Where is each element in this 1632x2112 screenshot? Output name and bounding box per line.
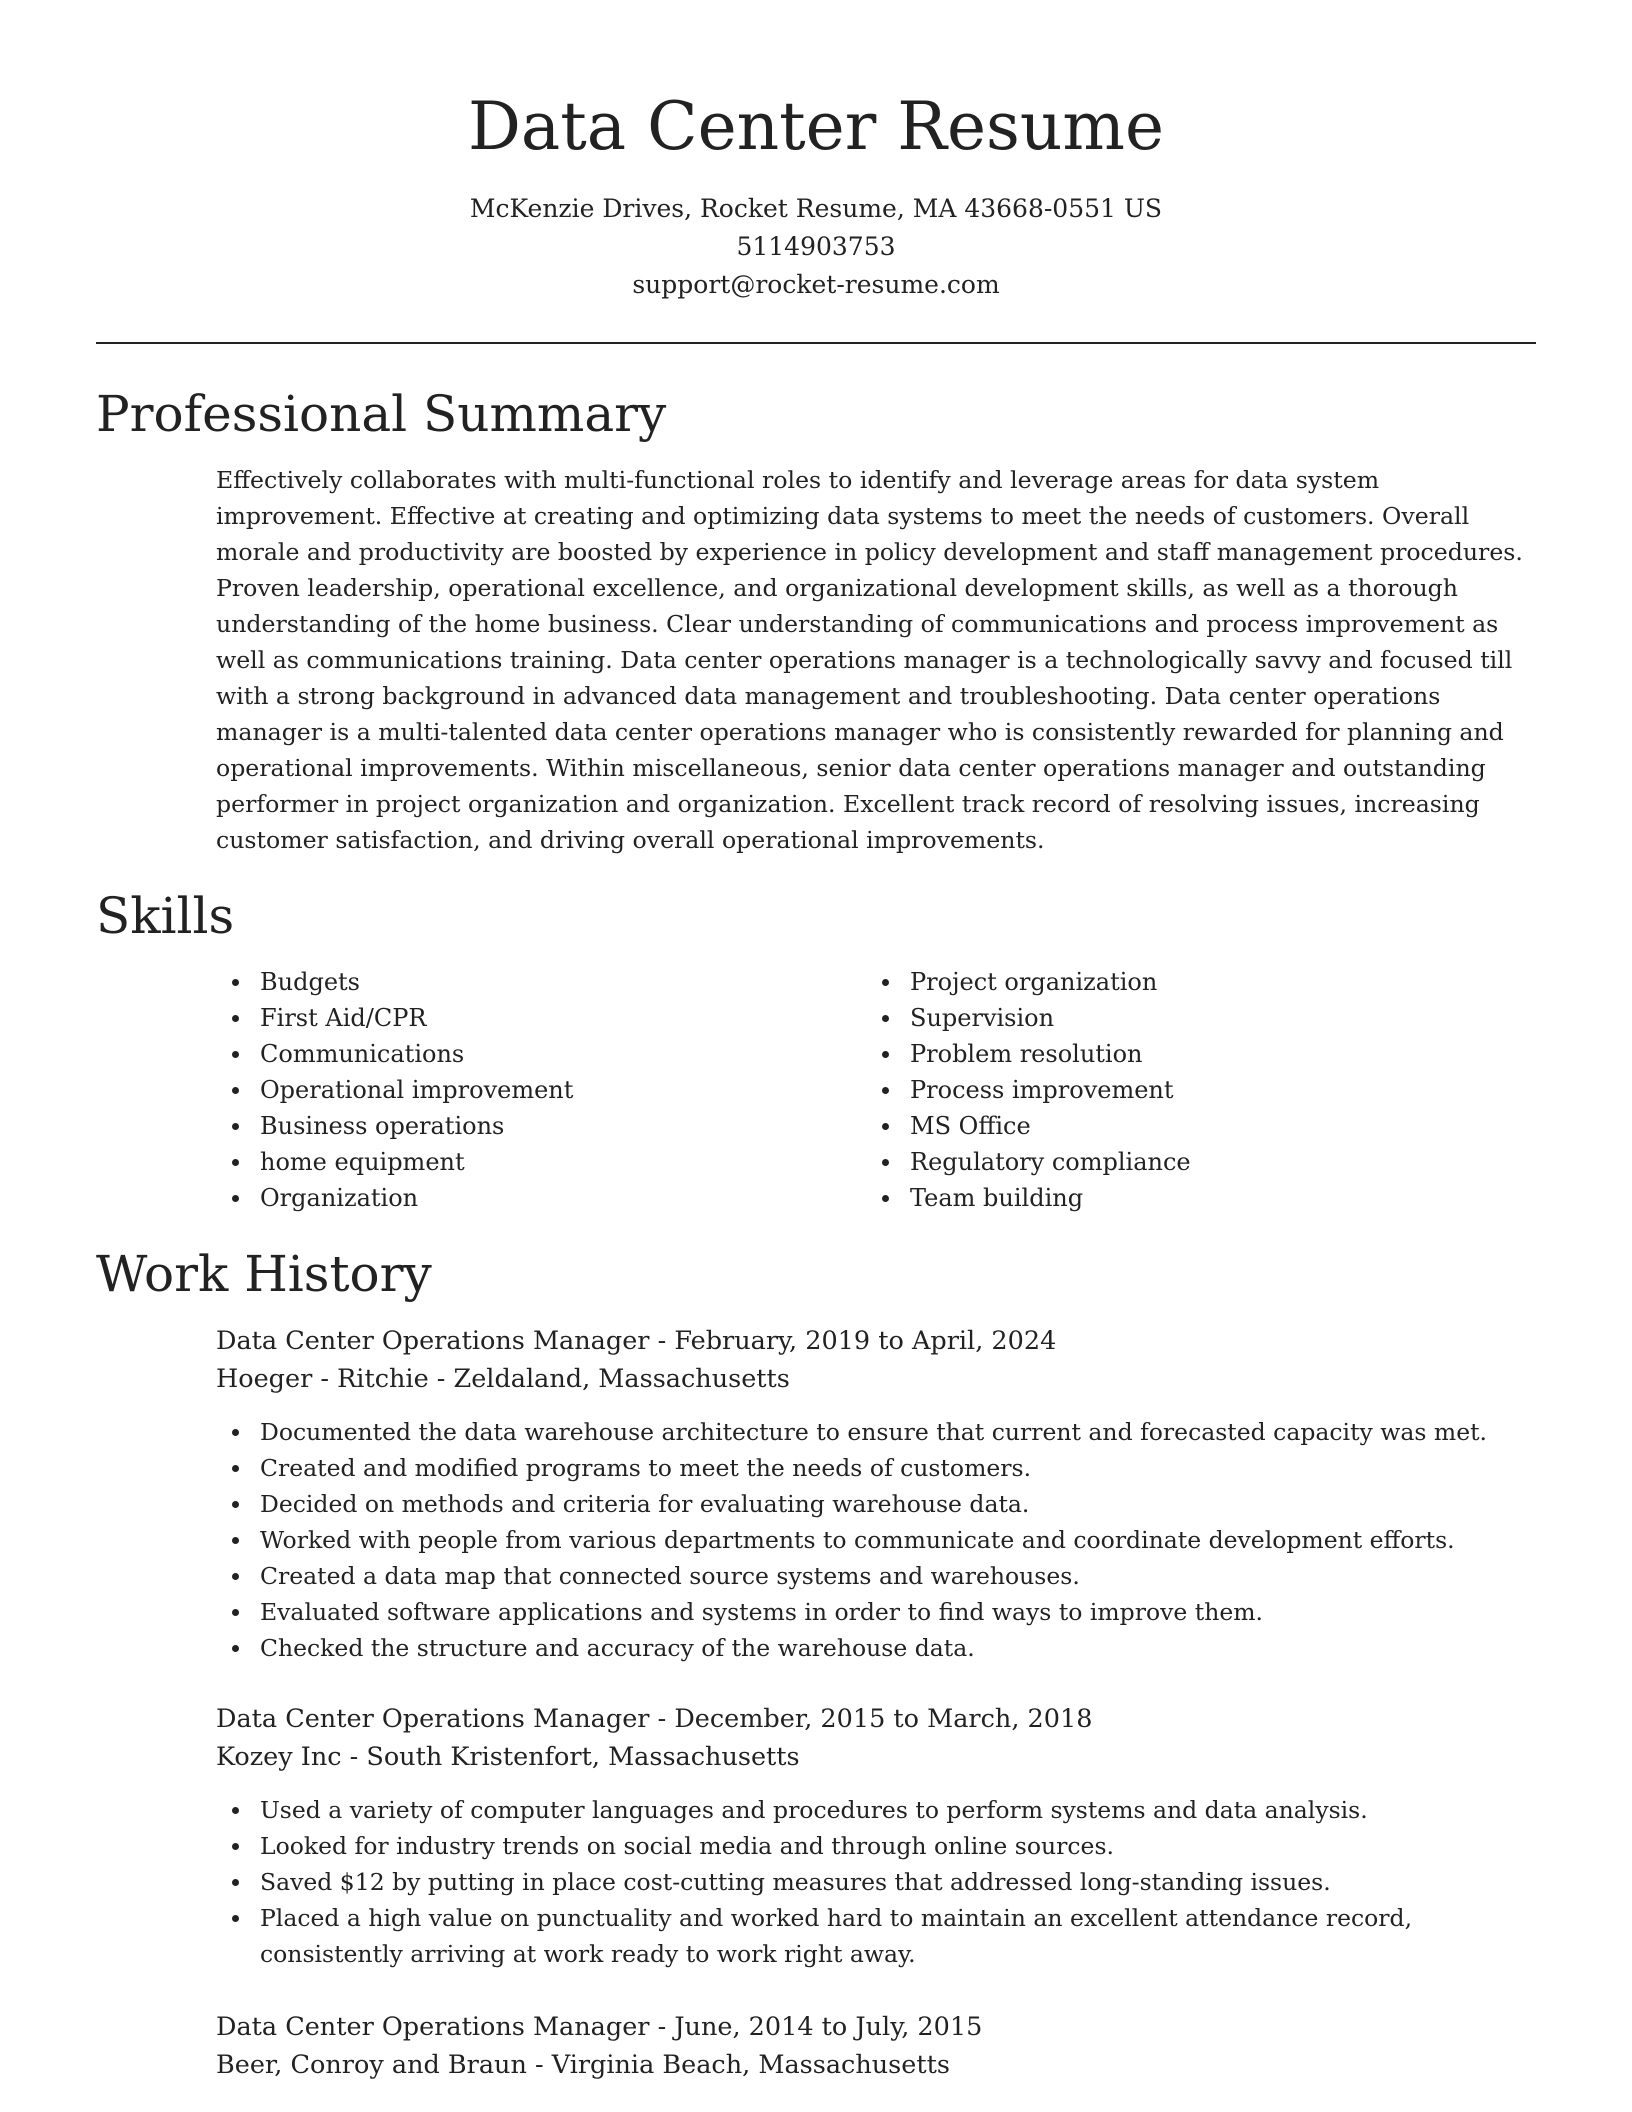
- skill-item: First Aid/CPR: [216, 1000, 866, 1036]
- job-duty: Evaluated software applications and systems in order to find ways to improve them.: [216, 1594, 1536, 1630]
- job-duty: Looked for industry trends on social media and through online sources.: [216, 1828, 1536, 1864]
- skill-item: home equipment: [216, 1144, 866, 1180]
- skills-heading: Skills: [96, 887, 235, 945]
- job-duty: Checked the structure and accuracy of the warehouse data.: [216, 1630, 1536, 1666]
- job-company-location: Hoeger - Ritchie - Zeldaland, Massachusetts: [216, 1364, 790, 1394]
- skill-item: Business operations: [216, 1108, 866, 1144]
- job-company-location: Beer, Conroy and Braun - Virginia Beach, Massachusetts: [216, 2050, 950, 2080]
- resume-header: [0, 0, 1632, 304]
- skill-item: Operational improvement: [216, 1072, 866, 1108]
- contact-email: support@rocket-resume.com: [632, 270, 1000, 299]
- job-duty: Placed a high value on punctuality and worked hard to maintain an excellent attendance record, consistently arriving at work ready to work right away.: [216, 1900, 1536, 1972]
- skill-item: Process improvement: [866, 1072, 1516, 1108]
- job-duties-list: [216, 1414, 1536, 1666]
- skill-item: Team building: [866, 1180, 1516, 1216]
- job-title-dates: Data Center Operations Manager - December, 2015 to March, 2018: [216, 1704, 1093, 1734]
- job-duty: Created a data map that connected source systems and warehouses.: [216, 1558, 1536, 1594]
- job-company-location: Kozey Inc - South Kristenfort, Massachusetts: [216, 1742, 800, 1772]
- skill-item: Problem resolution: [866, 1036, 1516, 1072]
- job-title-dates: Data Center Operations Manager - June, 2014 to July, 2015: [216, 2012, 983, 2042]
- skill-item: Communications: [216, 1036, 866, 1072]
- job-entry: [216, 1322, 1536, 1666]
- skill-item: Budgets: [216, 964, 866, 1000]
- job-duty: Decided on methods and criteria for evaluating warehouse data.: [216, 1486, 1536, 1522]
- skill-item: Regulatory compliance: [866, 1144, 1516, 1180]
- work-history-heading: Work History: [96, 1245, 432, 1303]
- skills-column-left: [216, 964, 866, 1216]
- skill-item: Supervision: [866, 1000, 1516, 1036]
- job-duty: Used a variety of computer languages and procedures to perform systems and data analysis.: [216, 1792, 1536, 1828]
- header-divider: [96, 342, 1536, 344]
- skills-list: [216, 964, 1536, 1216]
- job-duty: Created and modified programs to meet the needs of customers.: [216, 1450, 1536, 1486]
- skills-column-right: [866, 964, 1516, 1216]
- summary-heading: Professional Summary: [96, 385, 667, 443]
- resume-title: Data Center Resume: [467, 88, 1165, 165]
- job-title-dates: Data Center Operations Manager - February, 2019 to April, 2024: [216, 1326, 1057, 1356]
- job-duty: Worked with people from various departments to communicate and coordinate development efforts.: [216, 1522, 1536, 1558]
- summary-text: Effectively collaborates with multi-functional roles to identify and leverage areas for data system improvement. Effective at creating and optimizing data systems to meet the needs of customers. Overall morale and productivity are boosted by experience in policy development and staff management procedures. Proven leadership, operational excellence, and organizational development skills, as well as a thorough understanding of the home business. Clear understanding of communications and process improvement as well as communications training. Data center operations manager is a technologically savvy and focused till with a strong background in advanced data management and troubleshooting. Data center operations manager is a multi-talented data center operations manager who is consistently rewarded for planning and operational improvements. Within miscellaneous, senior data center operations manager and outstanding performer in project organization and organization. Excellent track record of resolving issues, increasing customer satisfaction, and driving overall operational improvements.: [216, 466, 1523, 854]
- contact-phone: 5114903753: [736, 232, 896, 261]
- job-entry: [216, 2008, 1536, 2084]
- contact-address: McKenzie Drives, Rocket Resume, MA 43668-0551 US: [469, 194, 1163, 223]
- skill-item: Organization: [216, 1180, 866, 1216]
- job-duty: Documented the data warehouse architecture to ensure that current and forecasted capacity was met.: [216, 1414, 1536, 1450]
- skill-item: Project organization: [866, 964, 1516, 1000]
- job-duty: Saved $12 by putting in place cost-cutting measures that addressed long-standing issues.: [216, 1864, 1536, 1900]
- skill-item: MS Office: [866, 1108, 1516, 1144]
- job-entry: [216, 1700, 1536, 1972]
- job-duties-list: [216, 1792, 1536, 1972]
